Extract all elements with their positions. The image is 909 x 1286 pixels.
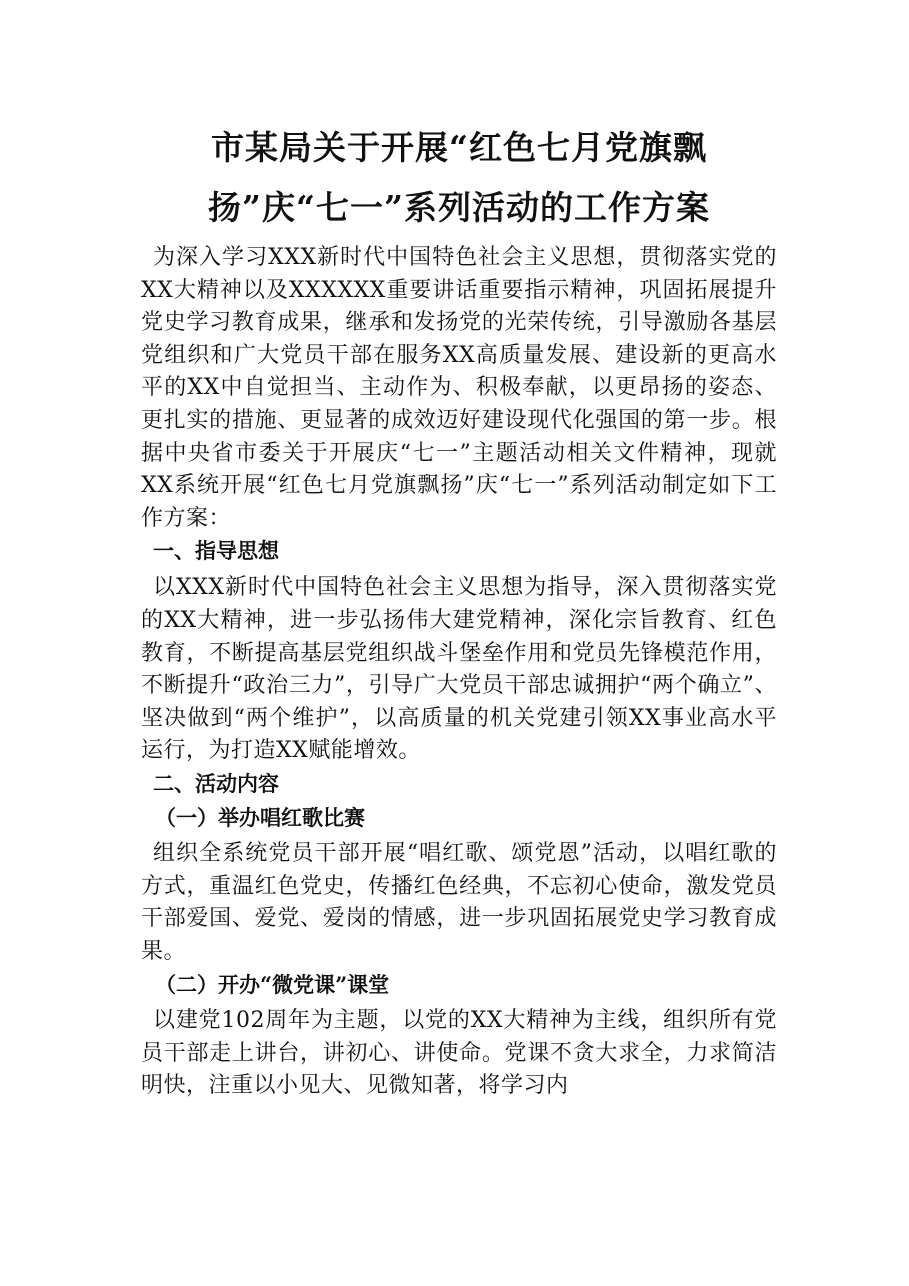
title-line-1: 市某局关于开展“红色七月党旗飘 [211, 128, 707, 167]
title-line-2: 扬”庆“七一”系列活动的工作方案 [208, 188, 710, 227]
guiding-ideology-paragraph: 以XXX新时代中国特色社会主义思想为指导，深入贯彻落实党的XX大精神，进一步弘扬伟大建党精神，深化宗旨教育、红色教育，不断提高基层党组织战斗堡垒作用和党员先锋模范作用，不断提升“政治三力”，引导广大党员干部忠诚拥护“两个确立”、坚决做到“两个维护”，以高质量的机关党建引领XX事业高水平运行，为打造XX赋能增效。 [141, 575, 777, 764]
document-body [141, 118, 777, 1103]
document-title [141, 118, 777, 238]
intro-paragraph: 为深入学习XXX新时代中国特色社会主义思想，贯彻落实党的XX大精神以及XXXXXX重要讲话重要指示精神，巩固拓展提升党史学习教育成果，继承和发扬党的光荣传统，引导激励各基层党组织和广大党员干部在服务XX高质量发展、建设新的更高水平的XX中自觉担当、主动作为、积极奉献，以更昂扬的姿态、更扎实的措施、更显著的成效迈好建设现代化强国的第一步。根据中央省市委关于开展庆“七一”主题活动相关文件精神，现就XX系统开展“红色七月党旗飘扬”庆“七一”系列活动制定如下工作方案： [141, 245, 777, 531]
section-heading-activity-content: 二、活动内容 [153, 771, 279, 796]
subsection-heading-red-song-contest: （一）举办唱红歌比赛 [155, 804, 365, 830]
section-heading-guiding-ideology: 一、指导思想 [153, 539, 279, 564]
micro-party-class-paragraph: 以建党102周年为主题，以党的XX大精神为主线，组织所有党员干部走上讲台，讲初心、讲使命。党课不贪大求全，力求简洁明快，注重以小见大、见微知著，将学习内 [141, 1008, 777, 1099]
red-song-contest-paragraph: 组织全系统党员干部开展“唱红歌、颂党恩”活动，以唱红歌的方式，重温红色党史，传播红色经典，不忘初心使命，激发党员干部爱国、爱党、爱岗的情感，进一步巩固拓展党史学习教育成果。 [141, 840, 777, 964]
subsection-heading-micro-party-class: （二）开办“微党课”课堂 [155, 972, 390, 998]
